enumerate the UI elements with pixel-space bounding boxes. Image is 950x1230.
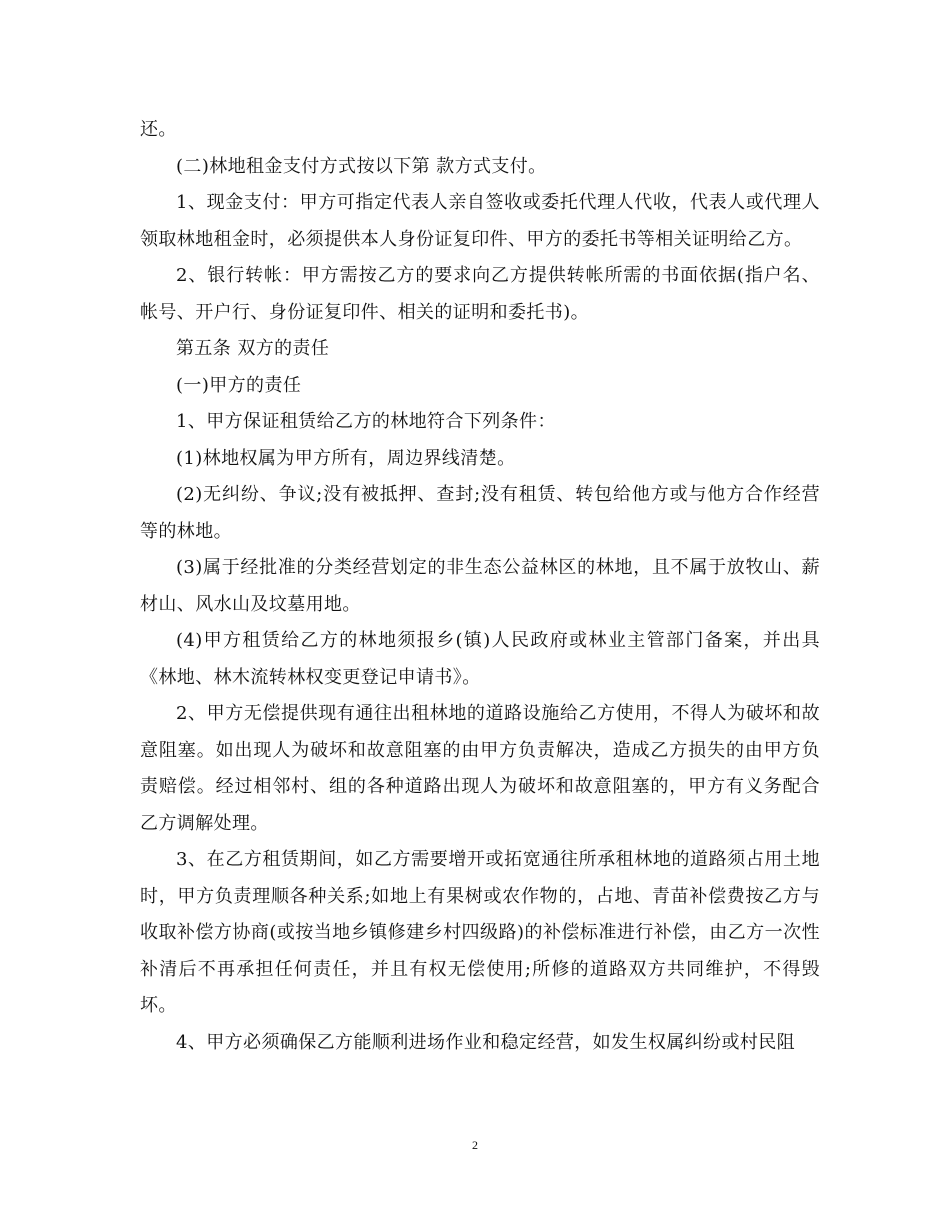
paragraph-road-expansion: 3、在乙方租赁期间，如乙方需要增开或拓宽通往所承租林地的道路须占用土地时，甲方负责理顺各种关系;如地上有果树或农作物的，占地、青苗补偿费按乙方与收取补偿方协商(或按当地乡镇修建乡村四级路)的补偿标准进行补偿，由乙方一次性补清后不再承担任何责任，并且有权无偿使用;所修的道路双方共同维护，不得毁坏。: [140, 849, 820, 1016]
document-body: [140, 112, 820, 1061]
paragraph-site-access: 4、甲方必须确保乙方能顺利进场作业和稳定经营，如发生权属纠纷或村民阻: [176, 1031, 796, 1053]
paragraph-conditions: 1、甲方保证租赁给乙方的林地符合下列条件：: [176, 411, 556, 432]
paragraph-condition-2: (2)无纠纷、争议;没有被抵押、查封;没有租赁、转包给他方或与他方合作经营等的林地。: [140, 484, 820, 542]
paragraph-continuation: 还。: [140, 119, 177, 140]
section-heading-party-a: (一)甲方的责任: [176, 374, 302, 396]
paragraph-payment-method: (二)林地租金支付方式按以下第 款方式支付。: [176, 155, 547, 177]
paragraph-condition-1: (1)林地权属为甲方所有，周边界线清楚。: [176, 447, 516, 469]
page-number: 2: [472, 1138, 478, 1152]
paragraph-cash-payment: 1、现金支付：甲方可指定代表人亲自签收或委托代理人代收，代表人或代理人领取林地租金时，必须提供本人身份证复印件、甲方的委托书等相关证明给乙方。: [140, 192, 820, 250]
article-heading-responsibilities: 第五条 双方的责任: [176, 338, 330, 359]
paragraph-condition-4: (4)甲方租赁给乙方的林地须报乡(镇)人民政府或林业主管部门备案，并出具《林地、林木流转林权变更登记申请书》。: [140, 630, 820, 688]
paragraph-condition-3: (3)属于经批准的分类经营划定的非生态公益林区的林地，且不属于放牧山、薪材山、风水山及坟墓用地。: [140, 557, 820, 615]
paragraph-bank-transfer: 2、银行转帐：甲方需按乙方的要求向乙方提供转帐所需的书面依据(指户名、帐号、开户行、身份证复印件、相关的证明和委托书)。: [140, 265, 820, 323]
paragraph-road-facilities: 2、甲方无偿提供现有通往出租林地的道路设施给乙方使用，不得人为破坏和故意阻塞。如出现人为破坏和故意阻塞的由甲方负责解决，造成乙方损失的由甲方负责赔偿。经过相邻村、组的各种道路出现人为破坏和故意阻塞的，甲方有义务配合乙方调解处理。: [140, 703, 820, 834]
